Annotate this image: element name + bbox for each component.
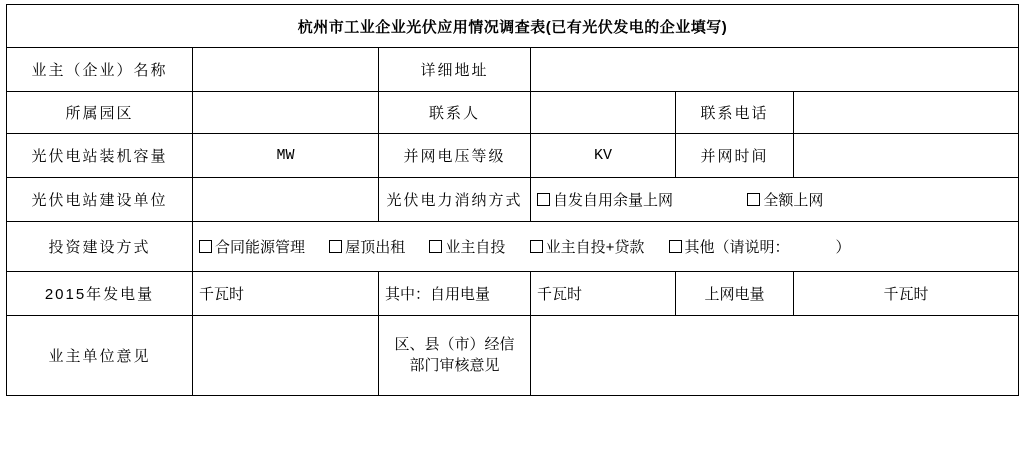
consumption-mode-options (531, 178, 1019, 222)
review-opinion-label-line2: 部门审核意见 (409, 356, 500, 374)
investment-mode-label: 投资建设方式 (7, 222, 193, 272)
review-opinion-field[interactable] (531, 316, 1019, 396)
table-row-builder (7, 178, 1019, 222)
park-label: 所属园区 (7, 92, 193, 134)
grid-connection-time-field[interactable] (794, 134, 1019, 178)
consumption-option-full-grid-label: 全额上网 (763, 192, 824, 209)
investment-option-self-invest-loan[interactable] (530, 236, 645, 257)
table-row-investment (7, 222, 1019, 272)
review-opinion-label (379, 316, 531, 396)
park-field[interactable] (193, 92, 379, 134)
self-use-label: 其中：自用电量 (379, 272, 531, 316)
capacity-field[interactable]: MW (193, 134, 379, 178)
investment-option-self-invest-loan-label: 业主自投+贷款 (545, 239, 645, 256)
investment-option-self-invest-label: 业主自投 (445, 239, 506, 256)
consumption-mode-label: 光伏电力消纳方式 (379, 178, 531, 222)
self-use-field[interactable]: 千瓦时 (531, 272, 676, 316)
owner-name-label: 业主（企业）名称 (7, 48, 193, 92)
owner-opinion-field[interactable] (193, 316, 379, 396)
phone-label: 联系电话 (676, 92, 794, 134)
generation-2015-field[interactable]: 千瓦时 (193, 272, 379, 316)
generation-2015-label: 2015年发电量 (7, 272, 193, 316)
owner-opinion-label: 业主单位意见 (7, 316, 193, 396)
checkbox-icon[interactable] (530, 240, 543, 253)
builder-field[interactable] (193, 178, 379, 222)
form-sheet (0, 4, 1024, 459)
investment-option-emc[interactable] (199, 236, 305, 257)
page-title: 杭州市工业企业光伏应用情况调查表(已有光伏发电的企业填写) (7, 5, 1019, 48)
owner-name-field[interactable] (193, 48, 379, 92)
checkbox-icon[interactable] (199, 240, 212, 253)
grid-power-label: 上网电量 (676, 272, 794, 316)
address-label: 详细地址 (379, 48, 531, 92)
voltage-level-field[interactable]: KV (531, 134, 676, 178)
address-field[interactable] (531, 48, 1019, 92)
review-opinion-label-line1: 区、县（市）经信 (394, 336, 515, 354)
table-row-capacity (7, 134, 1019, 178)
investment-option-other-label: 其他（请说明： (684, 239, 790, 256)
consumption-option-self-use[interactable] (537, 189, 673, 210)
grid-power-field[interactable]: 千瓦时 (794, 272, 1019, 316)
capacity-label: 光伏电站装机容量 (7, 134, 193, 178)
investment-option-emc-label: 合同能源管理 (215, 239, 306, 256)
table-row-title (7, 5, 1019, 48)
checkbox-icon[interactable] (669, 240, 682, 253)
investment-option-roof-lease-label: 屋顶出租 (345, 239, 406, 256)
grid-connection-time-label: 并网时间 (676, 134, 794, 178)
checkbox-icon[interactable] (329, 240, 342, 253)
contact-label: 联系人 (379, 92, 531, 134)
builder-label: 光伏电站建设单位 (7, 178, 193, 222)
contact-field[interactable] (531, 92, 676, 134)
consumption-option-self-use-label: 自发自用余量上网 (553, 192, 674, 209)
table-row-opinions (7, 316, 1019, 396)
voltage-level-label: 并网电压等级 (379, 134, 531, 178)
table-row-park (7, 92, 1019, 134)
checkbox-icon[interactable] (537, 193, 550, 206)
investment-option-roof-lease[interactable] (329, 236, 405, 257)
table-row-owner (7, 48, 1019, 92)
phone-field[interactable] (794, 92, 1019, 134)
checkbox-icon[interactable] (429, 240, 442, 253)
consumption-option-full-grid[interactable] (747, 189, 823, 210)
investment-option-self-invest[interactable] (429, 236, 505, 257)
investment-option-other[interactable] (669, 236, 851, 257)
investment-mode-options (193, 222, 1019, 272)
survey-form-table (6, 4, 1019, 396)
investment-option-other-tail: ） (835, 239, 851, 256)
table-row-generation (7, 272, 1019, 316)
checkbox-icon[interactable] (747, 193, 760, 206)
